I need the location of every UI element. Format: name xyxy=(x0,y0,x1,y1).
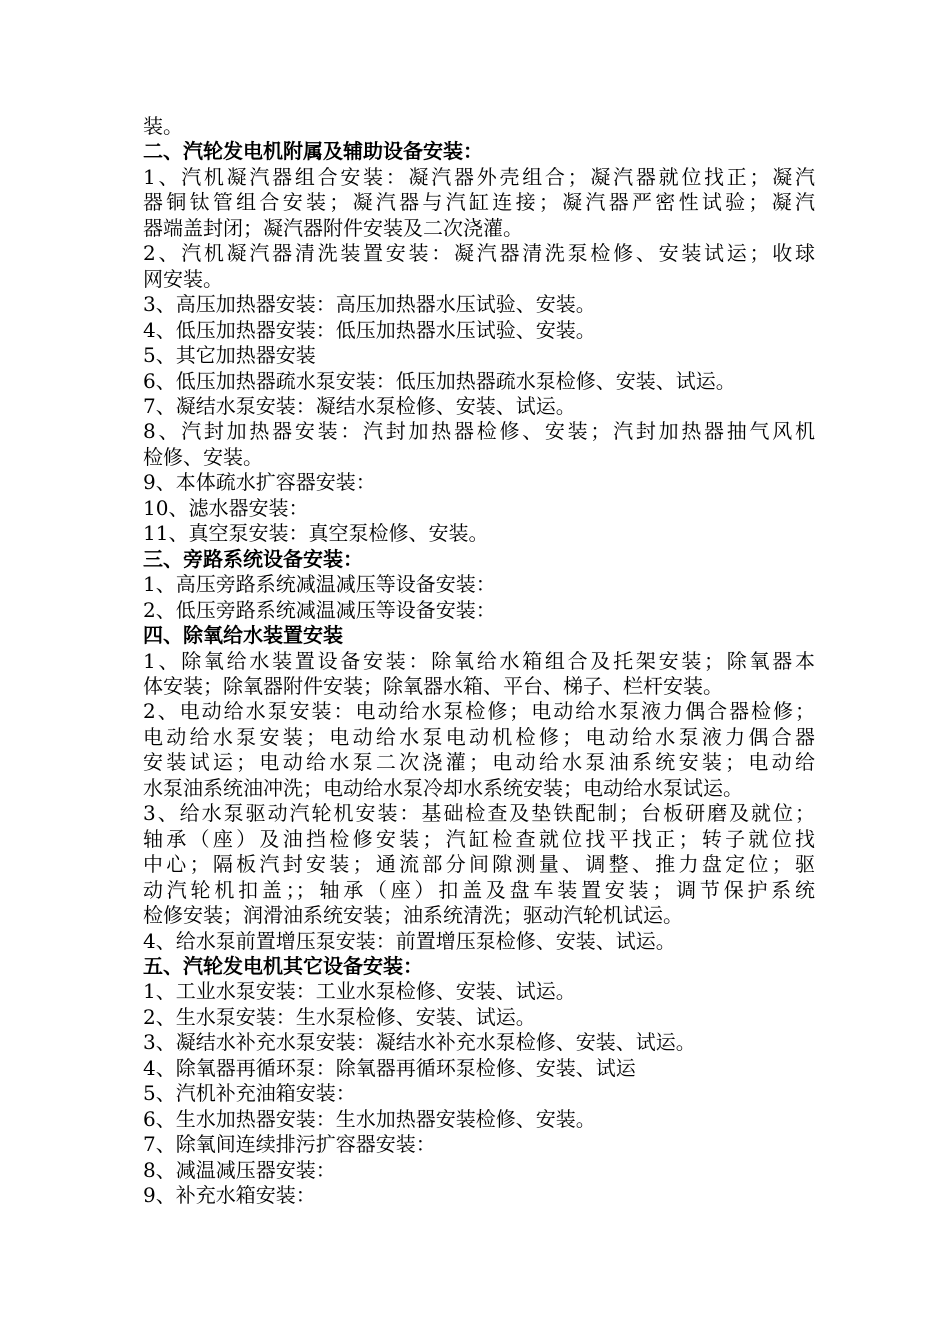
text-line: 4、低压加热器安装：低压加热器水压试验、安装。 xyxy=(143,317,596,342)
text-line: 安装试运；电动给水泵二次浇灌；电动给水泵油系统安装；电动给 xyxy=(143,750,815,775)
text-line: 电动给水泵安装；电动给水泵电动机检修；电动给水泵液力偶合器 xyxy=(143,724,815,749)
text-line: 6、低压加热器疏水泵安装：低压加热器疏水泵检修、安装、试运。 xyxy=(143,368,736,393)
text-line: 水泵油系统油冲洗；电动给水泵冷却水系统安装；电动给水泵试运。 xyxy=(143,775,743,800)
text-line: 4、给水泵前置增压泵安装：前置增压泵检修、安装、试运。 xyxy=(143,928,676,953)
text-line: 3、给水泵驱动汽轮机安装：基础检查及垫铁配制；台板研磨及就位； xyxy=(143,801,815,826)
section-heading: 二、汽轮发电机附属及辅助设备安装： xyxy=(143,139,483,164)
text-line: 器铜钛管组合安装；凝汽器与汽缸连接；凝汽器严密性试验；凝汽 xyxy=(143,190,815,215)
text-line: 10、滤水器安装： xyxy=(143,495,309,520)
text-line: 6、生水加热器安装：生水加热器安装检修、安装。 xyxy=(143,1106,596,1131)
text-line: 3、高压加热器安装：高压加热器水压试验、安装。 xyxy=(143,292,596,317)
text-line: 3、凝结水补充水泵安装：凝结水补充水泵检修、安装、试运。 xyxy=(143,1030,696,1055)
text-line: 8、汽封加热器安装：汽封加热器检修、安装；汽封加热器抽气风机 xyxy=(143,419,815,444)
text-line: 检修安装；润滑油系统安装；油系统清洗；驱动汽轮机试运。 xyxy=(143,903,683,928)
section-heading: 四、除氧给水装置安装 xyxy=(143,623,343,648)
text-line: 7、凝结水泵安装：凝结水泵检修、安装、试运。 xyxy=(143,393,576,418)
text-line: 动汽轮机扣盖；；轴承（座）扣盖及盘车装置安装；调节保护系统 xyxy=(143,877,815,902)
text-line: 8、减温减压器安装： xyxy=(143,1157,336,1182)
text-line: 9、补充水箱安装： xyxy=(143,1183,316,1208)
text-line: 7、除氧间连续排污扩容器安装： xyxy=(143,1132,436,1157)
document-page xyxy=(143,114,815,1208)
text-line: 1、高压旁路系统减温减压等设备安装： xyxy=(143,572,496,597)
text-line: 2、低压旁路系统减温减压等设备安装： xyxy=(143,597,496,622)
text-line: 网安装。 xyxy=(143,266,223,291)
text-line: 4、除氧器再循环泵：除氧器再循环泵检修、安装、试运 xyxy=(143,1055,636,1080)
text-line: 器端盖封闭；凝汽器附件安装及二次浇灌。 xyxy=(143,215,523,240)
text-line: 2、生水泵安装：生水泵检修、安装、试运。 xyxy=(143,1004,536,1029)
section-heading: 三、旁路系统设备安装： xyxy=(143,546,363,571)
text-line: 1、工业水泵安装：工业水泵检修、安装、试运。 xyxy=(143,979,576,1004)
section-heading: 五、汽轮发电机其它设备安装： xyxy=(143,953,423,978)
text-line: 5、汽机补充油箱安装： xyxy=(143,1081,356,1106)
text-line: 装。 xyxy=(143,114,183,138)
text-line: 1、汽机凝汽器组合安装：凝汽器外壳组合；凝汽器就位找正；凝汽 xyxy=(143,164,815,189)
text-line: 9、本体疏水扩容器安装： xyxy=(143,470,376,495)
text-line: 11、真空泵安装：真空泵检修、安装。 xyxy=(143,521,489,546)
text-line: 轴承（座）及油挡检修安装；汽缸检查就位找平找正；转子就位找 xyxy=(143,826,815,851)
text-line: 检修、安装。 xyxy=(143,444,263,469)
text-line: 体安装；除氧器附件安装；除氧器水箱、平台、梯子、栏杆安装。 xyxy=(143,673,723,698)
text-line: 5、其它加热器安装 xyxy=(143,343,316,368)
text-line: 中心；隔板汽封安装；通流部分间隙测量、调整、推力盘定位；驱 xyxy=(143,852,815,877)
text-line: 1、除氧给水装置设备安装：除氧给水箱组合及托架安装；除氧器本 xyxy=(143,648,815,673)
text-line: 2、汽机凝汽器清洗装置安装：凝汽器清洗泵检修、安装试运；收球 xyxy=(143,241,815,266)
text-line: 2、电动给水泵安装：电动给水泵检修；电动给水泵液力偶合器检修； xyxy=(143,699,815,724)
